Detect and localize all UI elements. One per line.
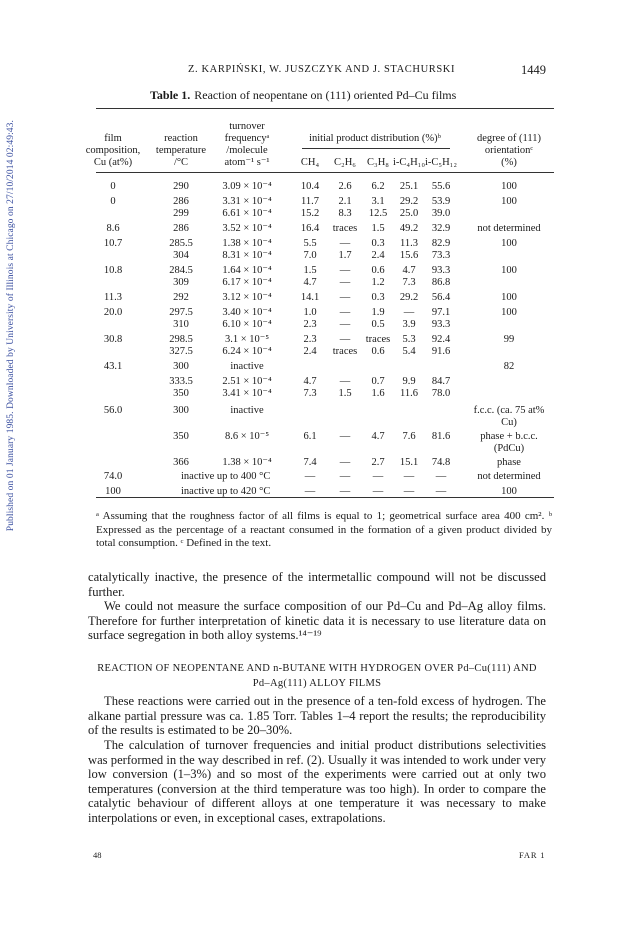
cell-cu: 10.7	[103, 238, 123, 249]
cell-turnover: 6.10 × 10⁻⁴	[222, 319, 272, 330]
cell-c2h6: 2.1	[338, 196, 352, 207]
cell-ic4h10: 3.9	[402, 319, 416, 330]
cell-c3h8: 1.2	[371, 277, 385, 288]
cell-c2h6: —	[339, 471, 351, 482]
cell-ic4h10: —	[403, 307, 415, 318]
paragraph-2: We could not measure the surface composition of our Pd–Cu and Pd–Ag alloy films. Therefore for further interpretation of kinetic data it is necessary to use literature data on surface segregation in both alloy systems.¹⁴⁻¹⁹	[88, 599, 546, 642]
section-heading-line-1: REACTION OF NEOPENTANE AND n-BUTANE WITH HYDROGEN OVER Pd–Cu(111) AND	[97, 663, 537, 674]
cell-orientation: 99	[503, 334, 515, 345]
header-tof-1: turnover	[229, 121, 265, 132]
cell-ic5h12: 56.4	[431, 292, 451, 303]
cell-temperature: 333.5	[169, 376, 193, 387]
cell-ic4h10: 7.3	[402, 277, 416, 288]
cell-c3h8: —	[372, 471, 384, 482]
cell-orientation: 100	[501, 292, 517, 303]
cell-orientation: Cu)	[501, 417, 517, 428]
paragraph-4: The calculation of turnover frequencies and initial product distributions selectivities was performed in the way described in ref. (2). Usually it was intended to work under very low conversion (1–3%) and so most of the experiments were carried out at only two temperatures (conversion at the third temperature was too high). In order to compare the catalytic behaviour of different alloys at one temperature it was necessary to make interpolations or even, in exceptional cases, extrapolations.	[88, 738, 546, 825]
cell-ch4: 1.0	[303, 307, 317, 318]
cell-turnover: inactive	[230, 361, 264, 372]
cell-temperature: 366	[173, 457, 189, 468]
cell-orientation: 100	[501, 181, 517, 192]
cell-ic5h12: 32.9	[431, 223, 451, 234]
cell-cu: 74.0	[103, 471, 123, 482]
cell-cu: 100	[105, 486, 121, 497]
cell-ic4h10: 25.1	[399, 181, 419, 192]
cell-temperature: 292	[173, 292, 189, 303]
paragraph-1: catalytically inactive, the presence of the intermetallic compound will not be discussed further.	[88, 570, 546, 599]
cell-ic4h10: 7.6	[402, 431, 416, 442]
cell-turnover: 3.09 × 10⁻⁴	[222, 181, 272, 192]
cell-ch4: 7.3	[303, 388, 317, 399]
cell-c2h6: 1.5	[338, 388, 352, 399]
header-film-2: composition,	[85, 145, 141, 156]
cell-c3h8: 0.3	[371, 238, 385, 249]
cell-c3h8: 0.6	[371, 265, 385, 276]
cell-c3h8: 4.7	[371, 431, 385, 442]
cell-c3h8: 0.3	[371, 292, 385, 303]
cell-orientation: 100	[501, 486, 517, 497]
cell-ic5h12: 91.6	[431, 346, 451, 357]
cell-orientation: not determined	[477, 471, 541, 482]
table-bottom-rule	[96, 497, 554, 498]
cell-ch4: 1.5	[303, 265, 317, 276]
cell-ic4h10: 4.7	[402, 265, 416, 276]
cell-temperature: 290	[173, 181, 189, 192]
header-bottom-rule	[96, 172, 554, 173]
cell-c2h6: —	[339, 334, 351, 345]
cell-ic5h12: 78.0	[431, 388, 451, 399]
header-orient-1: degree of (111)	[477, 133, 541, 144]
cell-c3h8: —	[372, 486, 384, 497]
cell-ch4: 15.2	[300, 208, 320, 219]
cell-orientation: 100	[501, 265, 517, 276]
header-tof-2: frequencyᵃ	[224, 133, 270, 144]
cell-c3h8: 0.5	[371, 319, 385, 330]
cell-c2h6: —	[339, 307, 351, 318]
running-head	[0, 64, 625, 78]
cell-c3h8: 1.5	[371, 223, 385, 234]
cell-temperature: 350	[173, 431, 189, 442]
header-film-1: film	[104, 133, 122, 144]
cell-c2h6: —	[339, 376, 351, 387]
cell-ic4h10: 15.6	[399, 250, 419, 261]
cell-turnover: 1.38 × 10⁻⁴	[222, 457, 272, 468]
cell-ch4: 4.7	[303, 376, 317, 387]
table-footnote: ᵃ Assuming that the roughness factor of all films is equal to 1; geometrical surface area 400 cm². ᵇ Expressed as the percentage of a reactant consumed in the formation of a given product divided by total consumption. ᶜ Defined in the text.	[96, 510, 552, 549]
header-temp-2: temperature	[155, 145, 207, 156]
header-ic4h10: i-C₄H₁₀	[393, 157, 425, 168]
cell-ic4h10: 9.9	[402, 376, 416, 387]
cell-ic5h12: 81.6	[431, 431, 451, 442]
cell-turnover: 8.31 × 10⁻⁴	[222, 250, 272, 261]
cell-ic4h10: 49.2	[399, 223, 419, 234]
cell-c2h6: —	[339, 431, 351, 442]
cell-cu: 11.3	[104, 292, 122, 303]
cell-c3h8: 0.7	[371, 376, 385, 387]
cell-c2h6: 2.6	[338, 181, 352, 192]
table-label: Table 1.	[150, 88, 191, 102]
cell-temperature: 297.5	[169, 307, 193, 318]
footer-right: FAR 1	[519, 850, 546, 860]
cell-c3h8: 3.1	[371, 196, 385, 207]
cell-turnover: 3.41 × 10⁻⁴	[222, 388, 272, 399]
cell-turnover: 3.1 × 10⁻⁵	[225, 334, 269, 345]
cell-ch4: 2.3	[303, 334, 317, 345]
cell-ch4: 2.4	[303, 346, 317, 357]
cell-temperature: 300	[173, 361, 189, 372]
header-temp-1: reaction	[164, 133, 198, 144]
cell-ic4h10: 15.1	[399, 457, 419, 468]
paragraph-3: These reactions were carried out in the presence of a ten-fold excess of hydrogen. The alkane partial pressure was ca. 1.85 Torr. Tables 1–4 report the results; the reproducibility of the results is estimated to be 20–30%.	[88, 694, 546, 737]
cell-temperature: inactive up to 420 °C	[181, 486, 271, 497]
cell-orientation: 82	[503, 361, 515, 372]
cell-ch4: 2.3	[303, 319, 317, 330]
cell-c2h6: —	[339, 238, 351, 249]
cell-ic4h10: —	[403, 486, 415, 497]
cell-ic5h12: 55.6	[431, 181, 451, 192]
cell-ic4h10: 11.6	[400, 388, 418, 399]
cell-orientation: f.c.c. (ca. 75 at%	[473, 405, 545, 416]
cell-turnover: 3.12 × 10⁻⁴	[222, 292, 272, 303]
cell-c2h6: 8.3	[338, 208, 352, 219]
cell-c3h8: 1.6	[371, 388, 385, 399]
header-tof-3: /molecule	[226, 145, 268, 156]
cell-temperature: 298.5	[169, 334, 193, 345]
cell-temperature: 309	[173, 277, 189, 288]
distribution-header-rule	[302, 148, 450, 149]
cell-temperature: 286	[173, 223, 189, 234]
header-temp-3: /°C	[173, 157, 189, 168]
cell-ic5h12: 39.0	[431, 208, 451, 219]
cell-c2h6: —	[339, 265, 351, 276]
header-ic5h12: i-C₅H₁₂	[425, 157, 457, 168]
cell-cu: 0	[110, 181, 116, 192]
cell-ic5h12: 74.8	[431, 457, 451, 468]
running-head-authors: Z. KARPIŃSKI, W. JUSZCZYK AND J. STACHURSKI	[188, 64, 456, 75]
cell-ch4: 7.4	[303, 457, 317, 468]
cell-ch4: 10.4	[300, 181, 320, 192]
cell-temperature: 285.5	[169, 238, 193, 249]
cell-ic5h12: 97.1	[431, 307, 451, 318]
cell-ic5h12: 93.3	[431, 319, 451, 330]
cell-ch4: 5.5	[303, 238, 317, 249]
cell-temperature: 310	[173, 319, 189, 330]
cell-turnover: 1.64 × 10⁻⁴	[222, 265, 272, 276]
cell-ch4: 4.7	[303, 277, 317, 288]
cell-ic4h10: 29.2	[399, 292, 419, 303]
cell-c2h6: 1.7	[338, 250, 352, 261]
cell-temperature: 304	[173, 250, 189, 261]
cell-orientation: not determined	[477, 223, 541, 234]
page-number: 1449	[521, 63, 546, 77]
cell-ic5h12: 73.3	[431, 250, 451, 261]
cell-c2h6: —	[339, 486, 351, 497]
cell-ic4h10: 25.0	[399, 208, 419, 219]
cell-temperature: 300	[173, 405, 189, 416]
cell-c2h6: —	[339, 292, 351, 303]
download-watermark-text: Published on 01 January 1985. Downloaded by University of Illinois at Chicago on 27/10/2014 02:49:43.	[6, 120, 16, 532]
cell-ic5h12: 82.9	[431, 238, 451, 249]
table-caption	[150, 88, 456, 103]
cell-c3h8: 12.5	[368, 208, 388, 219]
cell-temperature: 350	[173, 388, 189, 399]
cell-ch4: 14.1	[300, 292, 320, 303]
footer-left: 48	[93, 850, 102, 860]
cell-turnover: 3.40 × 10⁻⁴	[222, 307, 272, 318]
cell-ch4: 11.7	[301, 196, 319, 207]
cell-c2h6: —	[339, 319, 351, 330]
section-heading-line-2: Pd–Ag(111) ALLOY FILMS	[252, 678, 382, 689]
cell-temperature: 284.5	[169, 265, 193, 276]
cell-turnover: 3.31 × 10⁻⁴	[222, 196, 272, 207]
cell-orientation: 100	[501, 238, 517, 249]
header-c3h8: C₃H₈	[367, 157, 389, 168]
section-heading	[88, 661, 546, 691]
cell-ic5h12: —	[435, 471, 447, 482]
cell-cu: 10.8	[103, 265, 123, 276]
cell-orientation: 100	[501, 307, 517, 318]
cell-cu: 20.0	[103, 307, 123, 318]
cell-temperature: 286	[173, 196, 189, 207]
cell-turnover: 8.6 × 10⁻⁵	[225, 431, 269, 442]
cell-orientation: phase + b.c.c.	[480, 431, 538, 442]
cell-ic4h10: —	[403, 471, 415, 482]
cell-ic4h10: 11.3	[400, 238, 418, 249]
cell-ic5h12: 93.3	[431, 265, 451, 276]
cell-ic4h10: 29.2	[399, 196, 419, 207]
header-tof-4: atom⁻¹ s⁻¹	[224, 157, 270, 168]
cell-ic5h12: 84.7	[431, 376, 451, 387]
cell-turnover: 3.52 × 10⁻⁴	[222, 223, 272, 234]
cell-temperature: 299	[173, 208, 189, 219]
cell-turnover: inactive	[230, 405, 264, 416]
cell-turnover: 6.61 × 10⁻⁴	[222, 208, 272, 219]
cell-turnover: 6.24 × 10⁻⁴	[222, 346, 272, 357]
cell-ic5h12: 53.9	[431, 196, 451, 207]
download-watermark	[6, 120, 20, 680]
header-orient-3: (%)	[501, 157, 517, 168]
cell-cu: 8.6	[106, 223, 120, 234]
cell-c3h8: 6.2	[371, 181, 385, 192]
cell-ic4h10: 5.4	[402, 346, 416, 357]
cell-ch4: —	[304, 486, 316, 497]
cell-ic5h12: 86.8	[431, 277, 451, 288]
cell-c2h6: traces	[332, 223, 358, 234]
cell-c2h6: —	[339, 277, 351, 288]
cell-orientation: 100	[501, 196, 517, 207]
table-title: Reaction of neopentane on (111) oriented Pd–Cu films	[194, 88, 457, 102]
cell-ch4: 16.4	[300, 223, 320, 234]
cell-c3h8: traces	[365, 334, 391, 345]
cell-ic4h10: 5.3	[402, 334, 416, 345]
cell-c2h6: —	[339, 457, 351, 468]
cell-temperature: inactive up to 400 °C	[181, 471, 271, 482]
cell-temperature: 327.5	[169, 346, 193, 357]
cell-cu: 56.0	[103, 405, 123, 416]
cell-turnover: 1.38 × 10⁻⁴	[222, 238, 272, 249]
cell-turnover: 2.51 × 10⁻⁴	[222, 376, 272, 387]
cell-orientation: phase	[497, 457, 521, 468]
cell-ch4: 7.0	[303, 250, 317, 261]
cell-c3h8: 1.9	[371, 307, 385, 318]
cell-c3h8: 2.4	[371, 250, 385, 261]
header-orient-2: orientationᶜ	[484, 145, 534, 156]
header-distribution: initial product distribution (%)ᵇ	[309, 133, 441, 144]
cell-ch4: —	[304, 471, 316, 482]
cell-c3h8: 2.7	[371, 457, 385, 468]
cell-ic5h12: —	[435, 486, 447, 497]
cell-cu: 30.8	[103, 334, 123, 345]
cell-c3h8: 0.6	[371, 346, 385, 357]
header-c2h6: C₂H₆	[334, 157, 356, 168]
cell-cu: 43.1	[103, 361, 123, 372]
table-top-rule	[96, 108, 554, 109]
header-film-3: Cu (at%)	[93, 157, 133, 168]
cell-orientation: (PdCu)	[493, 443, 525, 454]
cell-c2h6: traces	[332, 346, 358, 357]
cell-cu: 0	[110, 196, 116, 207]
cell-ic5h12: 92.4	[431, 334, 451, 345]
cell-turnover: 6.17 × 10⁻⁴	[222, 277, 272, 288]
cell-ch4: 6.1	[303, 431, 317, 442]
header-ch4: CH₄	[300, 157, 320, 168]
